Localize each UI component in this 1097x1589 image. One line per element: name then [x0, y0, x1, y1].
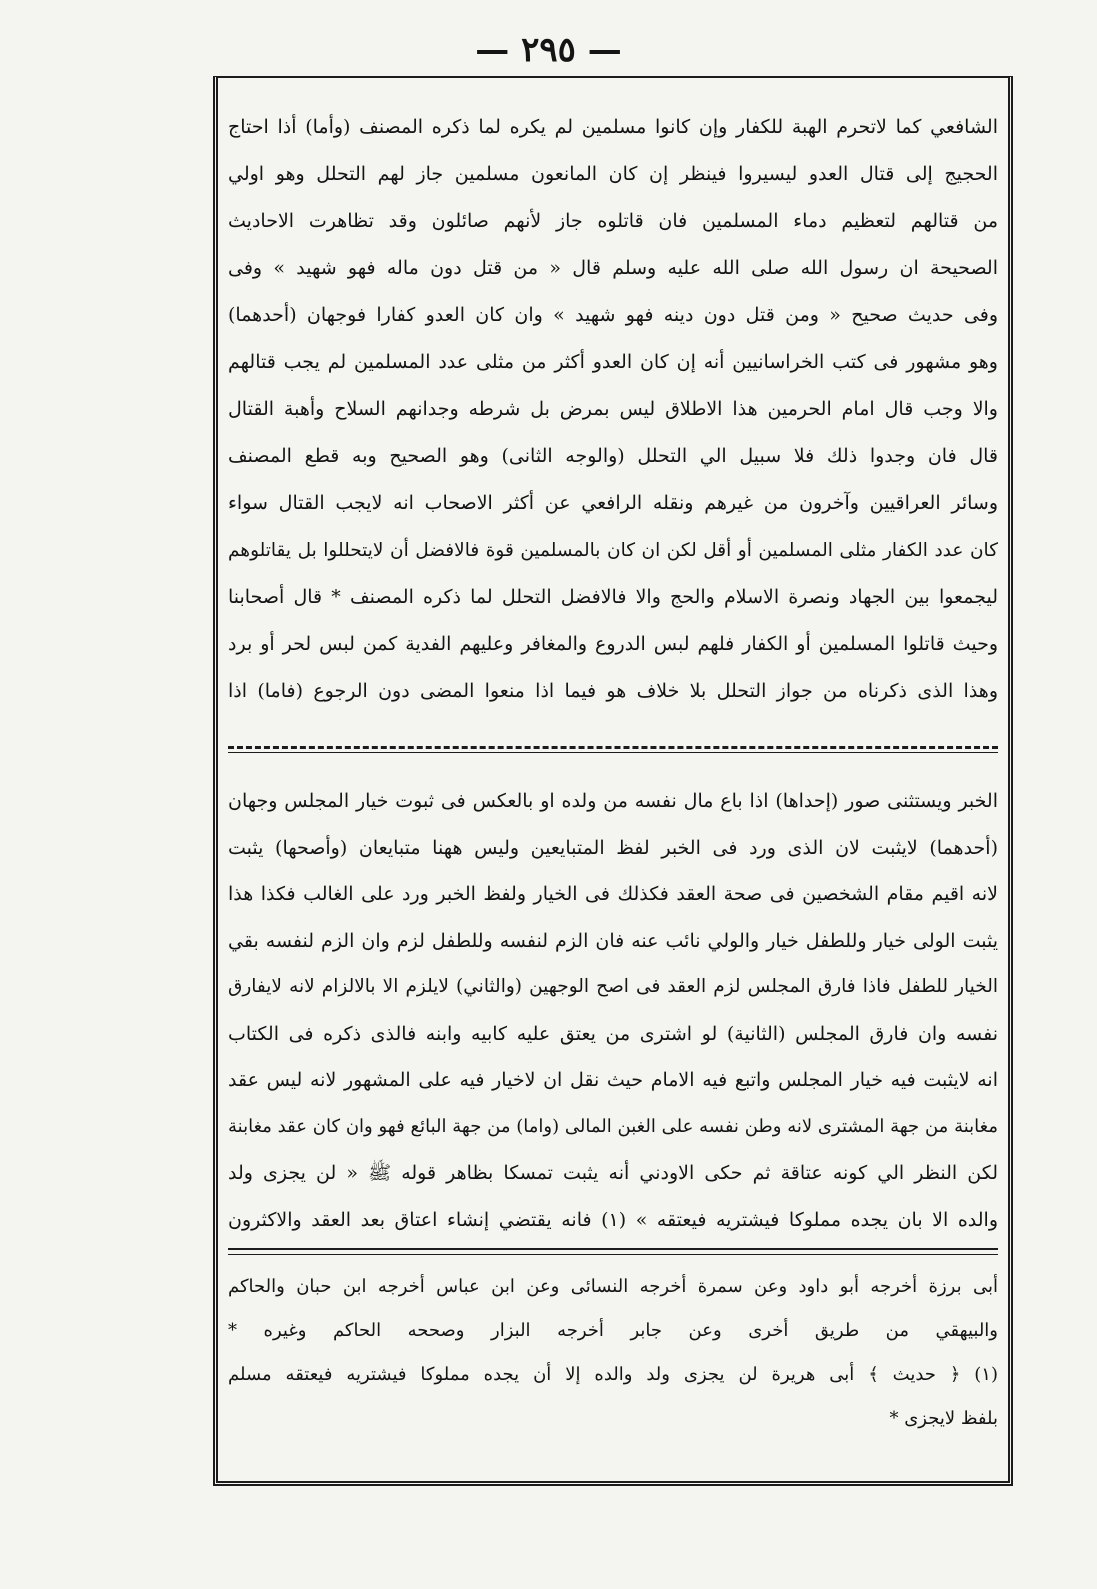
footnotes: [228, 1265, 998, 1441]
commentary-text-line: لكن النظر الي كونه عتاقة ثم حكى الاودني أنه يثبت تمسكا بظاهر قوله ﷺ « لن يجزى ولد: [228, 1162, 998, 1184]
main-text-line: الحجيج إلى قتال العدو ليسيروا فينظر إن كان المانعون مسلمين جاز لهم التحلل وهو اولي: [228, 163, 998, 185]
footnote-line: بلفظ لايجزى *: [889, 1408, 998, 1429]
commentary-text-line: نفسه وان فارق المجلس (الثانية) لو اشترى من يعتق عليه كابيه وابنه فالذى ذكره فى الكتاب: [228, 1022, 998, 1045]
footnote-line: (١) ﴿ حديث ﴾ أبى هريرة لن يجزى ولد والده إلا أن يجده مملوكا فيشتريه فيعتقه مسلم: [228, 1364, 998, 1385]
commentary-text-line: والده الا بان يجده مملوكا فيشتريه فيعتقه » (١) فانه يقتضي إنشاء اعتاق بعد العقد والاكثرون: [228, 1208, 998, 1231]
main-text-line: وهذا الذى ذكرناه من جواز التحلل بلا خلاف هو فيما اذا منعوا المضى دون الرجوع (فاما) اذا: [228, 680, 998, 702]
main-text-line: وسائر العراقيين وآخرون من غيرهم ونقله الرافعي عن أكثر الاصحاب انه لايجب القتال سواء: [228, 492, 998, 514]
commentary-text-line: الخبر ويستثنى صور (إحداها) اذا باع مال نفسه من ولده او بالعكس فى ثبوت خيار المجلس وجهان: [228, 790, 998, 812]
commentary-text-line: (أحدهما) لايثبت لان الذى ورد فى الخبر لفظ المتبايعين وليس ههنا متبايعان (وأصحها) يثبت: [228, 836, 998, 859]
main-text-line: وفى حديث صحيح « ومن قتل دون دينه فهو شهيد » وان كان العدو كفارا فوجهان (أحدهما): [228, 304, 998, 326]
section-divider-thin: [228, 752, 998, 753]
main-text-line: ليجمعوا بين الجهاد ونصرة الاسلام والحج والا فالافضل التحلل لما ذكره المصنف * قال أصحابنا: [228, 586, 998, 608]
main-text-line: والا وجب قال امام الحرمين هذا الاطلاق ليس بمرض بل شرطه وجدانهم السلاح وأهبة القتال: [228, 398, 998, 420]
main-text-line: وهو مشهور فى كتب الخراسانيين أنه إن كان العدو أكثر من مثلى عدد المسلمين لم يجب قتالهم: [228, 351, 998, 373]
footnote-line: والبيهقي من طريق أخرى وعن جابر أخرجه البزار وصححه الحاكم وغيره *: [228, 1320, 998, 1341]
commentary-text-line: لانه اقيم مقام الشخصين فى صحة العقد فكذلك فى الخيار ولفظ الخبر ورد على الغالب فكذا هذا: [228, 883, 998, 905]
commentary-text-line: الخيار للطفل فاذا فارق المجلس لزم العقد فى اصح الوجهين (والثاني) لايلزم الا بالالزام لانه لايفارق: [228, 976, 998, 997]
main-text-line: من قتالهم لتعظيم دماء المسلمين فان قاتلوه جاز لأنهم صائلون وقد تظاهرت الاحاديث: [228, 210, 998, 232]
footnote-divider: [228, 1248, 998, 1255]
section-divider-dashed: [228, 746, 998, 749]
main-text-line: وحيث قاتلوا المسلمين أو الكفار فلهم لبس الدروع والمغافر وعليهم الفدية كمن لبس لحر أو برد: [228, 633, 998, 655]
main-text-line: الصحيحة ان رسول الله صلى الله عليه وسلم قال « من قتل دون ماله فهو شهيد » وفى: [228, 257, 998, 279]
commentary-text-line: يثبت الولى خيار وللطفل خيار والولي نائب عنه فان الزم لنفسه وللطفل لزم وان الزم لنفسه بقي: [228, 929, 998, 952]
main-text-line: قال فان وجدوا ذلك فلا سبيل الي التحلل (والوجه الثانى) وهو الصحيح وبه قطع المصنف: [228, 445, 998, 467]
main-text: [228, 104, 998, 715]
commentary-text: [228, 778, 998, 1243]
main-text-line: كان عدد الكفار مثلى المسلمين أو أقل لكن ان كان بالمسلمين قوة فالافضل أن لايتحللوا بل يقاتلوهم: [228, 540, 998, 561]
commentary-text-line: انه لايثبت فيه خيار المجلس واتبع فيه الامام حيث نقل ان لاخيار فيه على المشهور لانه ليس عقد: [228, 1069, 998, 1091]
main-text-line: الشافعي كما لاتحرم الهبة للكفار وإن كانوا مسلمين لم يكره لما ذكره المصنف (وأما) أذا احتاج: [228, 116, 998, 138]
page-number: — ٢٩٥ —: [475, 30, 622, 70]
commentary-text-line: مغابنة من جهة المشترى لانه وطن نفسه على الغبن المالى (واما) من جهة البائع فهو وان كان عقد مغابنة: [228, 1115, 998, 1137]
footnote-line: أبى برزة أخرجه أبو داود وعن سمرة أخرجه النسائى وعن ابن عباس أخرجه ابن حبان والحاكم: [228, 1276, 998, 1297]
